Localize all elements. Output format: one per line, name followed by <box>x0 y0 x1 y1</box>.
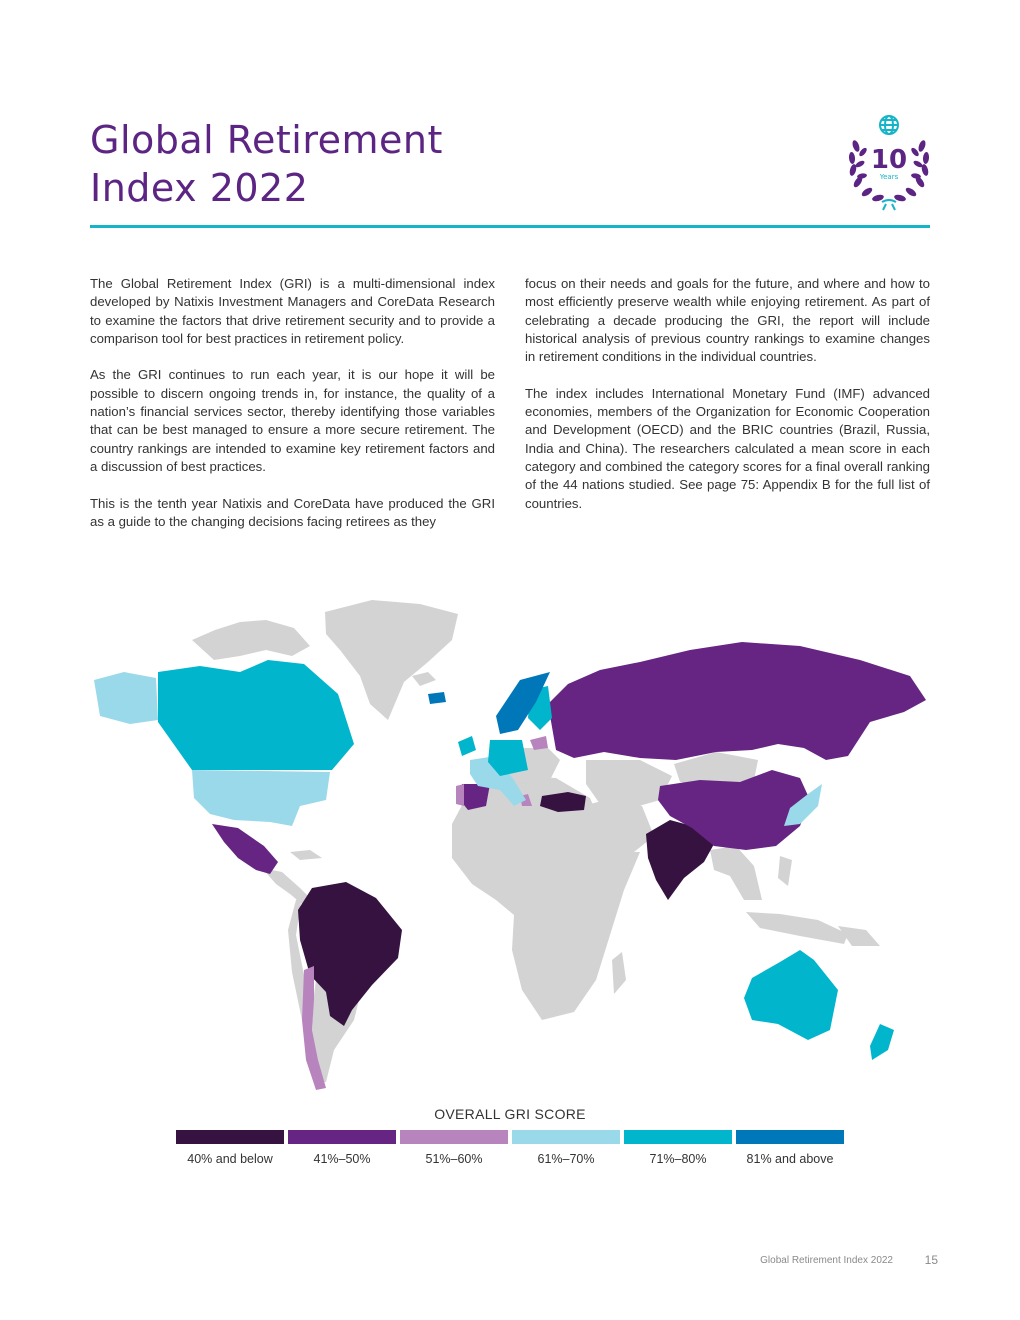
badge-label: Years <box>879 173 899 181</box>
intro-column-right <box>525 275 930 531</box>
country-poland <box>530 736 548 750</box>
header-divider <box>90 225 930 228</box>
country-mexico <box>212 824 278 874</box>
country-usa <box>192 770 330 826</box>
arctic-canada-islands <box>192 620 310 660</box>
country-new-zealand <box>870 1024 894 1060</box>
intro-column-left <box>90 275 495 549</box>
legend-swatch <box>512 1130 620 1144</box>
legend-label: 41%–50% <box>313 1152 371 1166</box>
title-line-2: Index 2022 <box>90 166 309 210</box>
legend-item <box>736 1130 848 1166</box>
legend-title: OVERALL GRI SCORE <box>434 1106 586 1122</box>
legend-label: 40% and below <box>187 1152 273 1166</box>
legend-swatch <box>288 1130 396 1144</box>
globe-icon <box>880 116 898 134</box>
legend-label: 71%–80% <box>649 1152 707 1166</box>
madagascar <box>612 952 626 994</box>
legend-item <box>624 1130 736 1166</box>
legend-item <box>288 1130 400 1166</box>
footer-page-number: 15 <box>924 1253 938 1267</box>
country-alaska <box>94 672 158 724</box>
southeast-asia <box>710 846 762 900</box>
paragraph: The Global Retirement Index (GRI) is a multi-dimensional index developed by Natixis Investment Managers and CoreData Research to examine the factors that drive retirement security and to provide a comparison tool for best practices in retirement policy. <box>90 276 495 346</box>
legend-label: 51%–60% <box>425 1152 483 1166</box>
philippines <box>778 856 792 886</box>
legend-item <box>176 1130 288 1166</box>
indonesia <box>746 912 848 944</box>
ten-years-laurel-badge <box>842 112 936 212</box>
badge-number: 10 <box>870 145 908 175</box>
caribbean <box>290 850 322 860</box>
country-canada <box>158 660 354 770</box>
country-iceland-top <box>428 692 446 704</box>
country-australia <box>744 950 838 1040</box>
band-81-and-above <box>428 672 550 734</box>
country-ireland-uk <box>458 736 476 756</box>
iceland <box>412 672 436 686</box>
legend-label: 81% and above <box>746 1152 834 1166</box>
paragraph: focus on their needs and goals for the future, and where and how to most efficiently preserve wealth while enjoying retirement. As part of celebrating a decade producing the GRI, the report will include historical analysis of previous country rankings to examine changes in retirement conditions in the individual countries. <box>525 276 930 365</box>
legend-item <box>512 1130 624 1166</box>
world-map <box>80 590 940 1100</box>
legend-item <box>400 1130 512 1166</box>
legend-swatch <box>176 1130 284 1144</box>
country-portugal <box>456 784 464 806</box>
legend-label: 61%–70% <box>537 1152 595 1166</box>
legend-swatch <box>624 1130 732 1144</box>
page-title <box>90 116 650 212</box>
legend-swatch <box>400 1130 508 1144</box>
title-line-1: Global Retirement <box>90 118 443 162</box>
paragraph: This is the tenth year Natixis and CoreData have produced the GRI as a guide to the changing decisions facing retirees as they <box>90 495 495 529</box>
country-russia <box>548 642 926 760</box>
legend-swatch <box>736 1130 844 1144</box>
ribbon-icon <box>882 200 896 210</box>
footer-report-name: Global Retirement Index 2022 <box>760 1255 893 1266</box>
paragraph: The index includes International Monetary Fund (IMF) advanced economies, members of the Organization for Economic Cooperation and Development (OECD) and the BRIC countries (Brazil, Russia, India and China). The researchers calculated a mean score in each category and combined the category scores for a final overall ranking of the 44 nations studied. See page 75: Appendix B for the full list of countries. <box>525 385 930 511</box>
map-legend <box>176 1130 848 1166</box>
paragraph: As the GRI continues to run each year, it is our hope it will be possible to discern ongoing trends in, for instance, the quality of a nation’s financial services sector, thereby identifying those variables that can be best managed to ensure a more secure retirement. The country rankings are intended to examine key retirement factors and a discussion of best practices. <box>90 367 495 474</box>
